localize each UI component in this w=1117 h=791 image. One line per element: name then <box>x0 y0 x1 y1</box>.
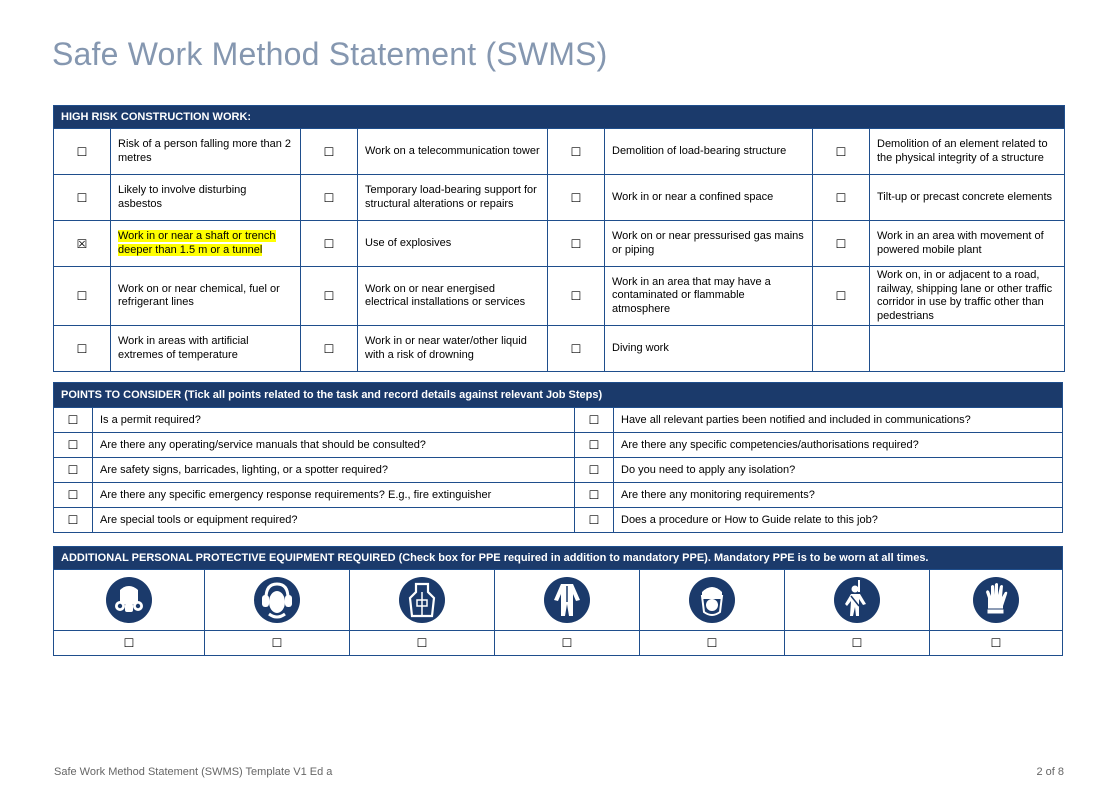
empty-cell <box>870 326 1065 372</box>
high-risk-table <box>53 105 1065 372</box>
point-item: Does a procedure or How to Guide relate to this job? <box>614 508 1063 533</box>
ppe-icon-row <box>54 570 1063 631</box>
checkbox[interactable]: ☐ <box>301 129 358 175</box>
checkbox[interactable]: ☐ <box>54 326 111 372</box>
table-row <box>54 175 1065 221</box>
checkbox[interactable]: ☐ <box>548 267 605 326</box>
point-item: Are there any specific emergency response requirements? E.g., fire extinguisher <box>93 483 575 508</box>
point-item: Are safety signs, barricades, lighting, or a spotter required? <box>93 458 575 483</box>
ppe-header: ADDITIONAL PERSONAL PROTECTIVE EQUIPMENT REQUIRED (Check box for PPE required in addition to mandatory PPE). Mandatory PPE is to be worn at all times. <box>54 547 1063 570</box>
checkbox[interactable]: ☐ <box>575 483 614 508</box>
footer-document-name: Safe Work Method Statement (SWMS) Template V1 Ed a <box>54 766 333 778</box>
checkbox[interactable]: ☐ <box>54 508 93 533</box>
checkbox[interactable]: ☐ <box>301 175 358 221</box>
risk-item: Work on, in or adjacent to a road, railway, shipping lane or other traffic corridor in use by traffic other than pedestrians <box>870 267 1065 326</box>
risk-item: Work on a telecommunication tower <box>358 129 548 175</box>
checkbox[interactable]: ☐ <box>205 631 350 656</box>
risk-item: Risk of a person falling more than 2 metres <box>111 129 301 175</box>
checkbox[interactable]: ☐ <box>575 458 614 483</box>
respirator-icon <box>105 576 153 624</box>
risk-item: Work in or near water/other liquid with a risk of drowning <box>358 326 548 372</box>
point-item: Have all relevant parties been notified and included in communications? <box>614 408 1063 433</box>
checkbox[interactable]: ☐ <box>54 129 111 175</box>
checkbox[interactable]: ☐ <box>548 175 605 221</box>
checkbox[interactable]: ☐ <box>813 267 870 326</box>
ppe-icon-cell <box>495 570 640 631</box>
table-row <box>54 458 1063 483</box>
point-item: Do you need to apply any isolation? <box>614 458 1063 483</box>
risk-item: Work on or near chemical, fuel or refrigerant lines <box>111 267 301 326</box>
checkbox[interactable]: ☐ <box>548 326 605 372</box>
checkbox[interactable]: ☐ <box>301 267 358 326</box>
checkbox[interactable]: ☐ <box>575 433 614 458</box>
ppe-icon-cell <box>785 570 930 631</box>
coveralls-icon <box>543 576 591 624</box>
face-shield-icon <box>688 576 736 624</box>
table-row <box>54 326 1065 372</box>
footer-page-number: 2 of 8 <box>1036 766 1064 778</box>
checkbox[interactable]: ☐ <box>54 175 111 221</box>
risk-item: Likely to involve disturbing asbestos <box>111 175 301 221</box>
point-item: Are there any monitoring requirements? <box>614 483 1063 508</box>
table-row <box>54 221 1065 267</box>
checkbox-checked[interactable]: ☒ <box>54 221 111 267</box>
table-row <box>54 433 1063 458</box>
risk-item: Work on or near pressurised gas mains or piping <box>605 221 813 267</box>
risk-item: Diving work <box>605 326 813 372</box>
checkbox[interactable]: ☐ <box>54 483 93 508</box>
checkbox[interactable]: ☐ <box>813 129 870 175</box>
gloves-icon <box>972 576 1020 624</box>
ppe-icon-cell <box>54 570 205 631</box>
point-item: Are there any specific competencies/authorisations required? <box>614 433 1063 458</box>
risk-item: Temporary load-bearing support for structural alterations or repairs <box>358 175 548 221</box>
apron-icon <box>398 576 446 624</box>
high-risk-header: HIGH RISK CONSTRUCTION WORK: <box>54 106 1065 129</box>
risk-item: Work on or near energised electrical installations or services <box>358 267 548 326</box>
safety-harness-icon <box>833 576 881 624</box>
table-row <box>54 408 1063 433</box>
risk-item: Tilt-up or precast concrete elements <box>870 175 1065 221</box>
ppe-icon-cell <box>640 570 785 631</box>
checkbox[interactable]: ☐ <box>548 221 605 267</box>
checkbox[interactable]: ☐ <box>640 631 785 656</box>
empty-cell <box>813 326 870 372</box>
risk-item: Use of explosives <box>358 221 548 267</box>
highlighted-text: Work in or near a shaft or trench deeper than 1.5 m or a tunnel <box>118 230 276 256</box>
point-item: Is a permit required? <box>93 408 575 433</box>
risk-item: Demolition of load-bearing structure <box>605 129 813 175</box>
risk-item: Work in an area with movement of powered mobile plant <box>870 221 1065 267</box>
risk-item: Work in areas with artificial extremes of temperature <box>111 326 301 372</box>
checkbox[interactable]: ☐ <box>54 408 93 433</box>
risk-item: Demolition of an element related to the physical integrity of a structure <box>870 129 1065 175</box>
ppe-icon-cell <box>205 570 350 631</box>
table-row <box>54 129 1065 175</box>
checkbox[interactable]: ☐ <box>813 175 870 221</box>
page-title: Safe Work Method Statement (SWMS) <box>52 36 608 72</box>
ppe-checkbox-row <box>54 631 1063 656</box>
risk-item: Work in an area that may have a contaminated or flammable atmosphere <box>605 267 813 326</box>
checkbox[interactable]: ☐ <box>301 221 358 267</box>
checkbox[interactable]: ☐ <box>54 433 93 458</box>
ppe-table <box>53 546 1063 656</box>
checkbox[interactable]: ☐ <box>575 408 614 433</box>
risk-item: Work in or near a confined space <box>605 175 813 221</box>
checkbox[interactable]: ☐ <box>54 267 111 326</box>
checkbox[interactable]: ☐ <box>495 631 640 656</box>
points-to-consider-table <box>53 382 1063 533</box>
checkbox[interactable]: ☐ <box>350 631 495 656</box>
checkbox[interactable]: ☐ <box>575 508 614 533</box>
table-row <box>54 267 1065 326</box>
risk-item-highlighted <box>111 221 301 267</box>
checkbox[interactable]: ☐ <box>548 129 605 175</box>
checkbox[interactable]: ☐ <box>54 631 205 656</box>
checkbox[interactable]: ☐ <box>301 326 358 372</box>
ear-protection-icon <box>253 576 301 624</box>
ppe-icon-cell <box>350 570 495 631</box>
point-item: Are special tools or equipment required? <box>93 508 575 533</box>
checkbox[interactable]: ☐ <box>813 221 870 267</box>
ppe-icon-cell <box>930 570 1063 631</box>
table-row <box>54 508 1063 533</box>
points-header: POINTS TO CONSIDER (Tick all points related to the task and record details against relevant Job Steps) <box>54 383 1063 408</box>
point-item: Are there any operating/service manuals that should be consulted? <box>93 433 575 458</box>
table-row <box>54 483 1063 508</box>
checkbox[interactable]: ☐ <box>54 458 93 483</box>
checkbox[interactable]: ☐ <box>785 631 930 656</box>
checkbox[interactable]: ☐ <box>930 631 1063 656</box>
